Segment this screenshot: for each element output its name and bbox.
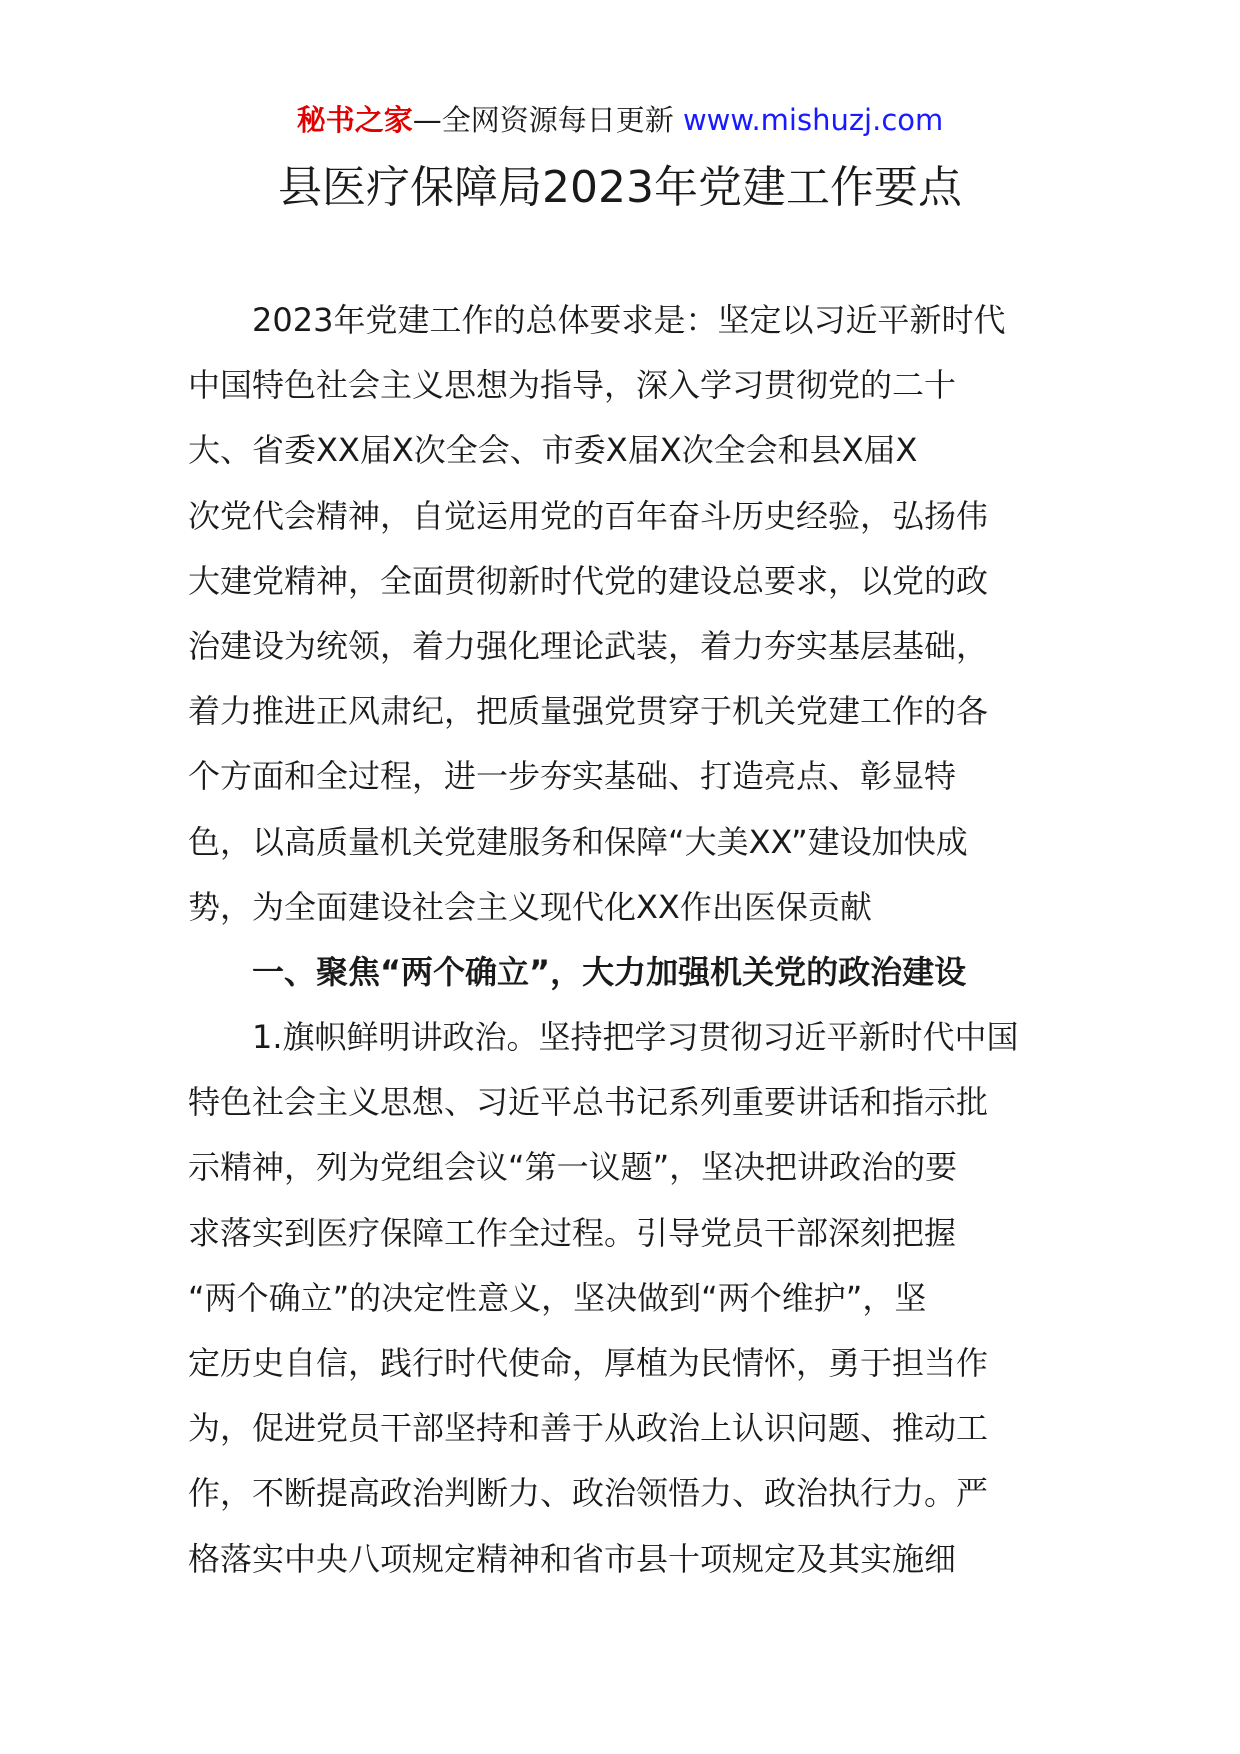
paragraph-line: 为，促进党员干部坚持和善于从政治上认识问题、推动工 <box>188 1409 989 1448</box>
paragraph-line: “两个确立”的决定性意义，坚决做到“两个维护”，坚 <box>188 1278 927 1317</box>
paragraph-line: 作，不断提高政治判断力、政治领悟力、政治执行力。严 <box>188 1474 989 1513</box>
paragraph-line: 着力推进正风肃纪，把质量强党贯穿于机关党建工作的各 <box>188 692 989 731</box>
section-heading: 一、聚焦“两个确立”，大力加强机关党的政治建设 <box>252 952 967 991</box>
paragraph-line: 中国特色社会主义思想为指导，深入学习贯彻党的二十 <box>188 366 957 405</box>
paragraph-line: 大建党精神，全面贯彻新时代党的建设总要求，以党的政 <box>188 561 989 600</box>
site-url-link[interactable]: www.mishuzj.com <box>682 103 944 137</box>
paragraph-line: 个方面和全过程，进一步夯实基础、打造亮点、彰显特 <box>188 757 957 796</box>
site-header <box>0 100 1240 140</box>
paragraph-line: 大、省委XX届X次全会、市委X届X次全会和县X届X <box>188 431 918 470</box>
paragraph-line: 势，为全面建设社会主义现代化XX作出医保贡献 <box>188 887 872 926</box>
paragraph-line: 特色社会主义思想、习近平总书记系列重要讲话和指示批 <box>188 1083 989 1122</box>
paragraph-line: 2023年党建工作的总体要求是：坚定以习近平新时代 <box>252 301 1006 339</box>
paragraph-line: 求落实到医疗保障工作全过程。引导党员干部深刻把握 <box>188 1213 957 1252</box>
document-title: 县医疗保障局2023年党建工作要点 <box>278 162 962 213</box>
paragraph-line: 次党代会精神，自觉运用党的百年奋斗历史经验，弘扬伟 <box>188 496 989 535</box>
paragraph-line: 定历史自信，践行时代使命，厚植为民情怀，勇于担当作 <box>188 1344 989 1382</box>
paragraph-line: 治建设为统领，着力强化理论武装，着力夯实基层基础， <box>188 626 989 665</box>
paragraph-line: 1.旗帜鲜明讲政治。坚持把学习贯彻习近平新时代中国 <box>252 1018 1019 1057</box>
header-tagline: —全网资源每日更新 <box>412 103 674 137</box>
brand-name: 秘书之家 <box>296 103 413 137</box>
paragraph-line: 格落实中央八项规定精神和省市县十项规定及其实施细 <box>188 1539 957 1578</box>
paragraph-line: 色，以高质量机关党建服务和保障“大美XX”建设加快成 <box>188 822 968 861</box>
paragraph-line: 示精神，列为党组会议“第一议题”，坚决把讲政治的要 <box>188 1148 958 1187</box>
document-body <box>188 288 1054 1592</box>
